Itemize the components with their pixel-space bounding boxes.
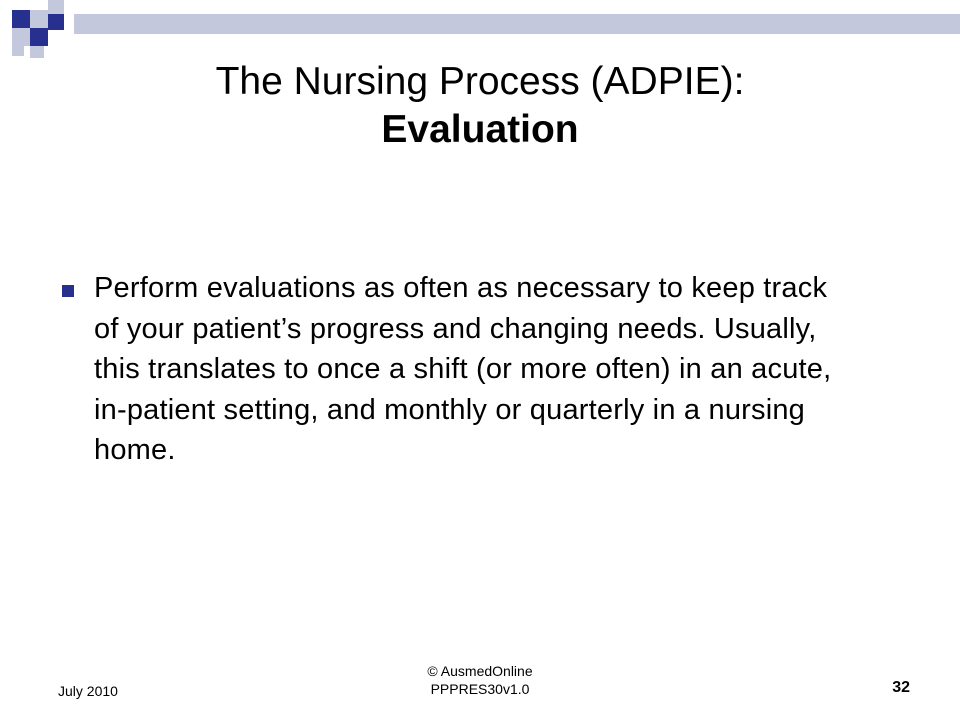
top-decorative-bar — [74, 14, 960, 34]
footer-copyright: © AusmedOnline — [427, 663, 533, 679]
title-line-2: Evaluation — [381, 108, 579, 151]
deco-square-dark-2 — [30, 28, 48, 46]
deco-square-light-2 — [12, 28, 30, 46]
bullet-list — [58, 268, 848, 471]
title-line-1: The Nursing Process (ADPIE): — [215, 60, 745, 103]
slide-title — [60, 58, 900, 154]
footer-code: PPPRES30v1.0 — [430, 681, 530, 697]
deco-square-light-4 — [30, 46, 44, 58]
deco-square-light-5 — [12, 46, 24, 56]
deco-square-dark-3 — [48, 14, 64, 30]
footer-copyright-block — [380, 662, 580, 698]
bullet-item — [58, 268, 848, 471]
deco-square-light-1 — [30, 10, 48, 28]
footer-date: July 2010 — [58, 683, 118, 699]
bullet-text: Perform evaluations as often as necessary to keep track of your patient’s progress and changing needs. Usually, this translates to once a shift (or more often) in an acute, in-patient setting, and monthly or quarterly in a nursing home. — [94, 272, 832, 466]
deco-square-dark-1 — [12, 10, 30, 28]
deco-square-light-3 — [48, 0, 64, 14]
square-bullet-icon — [62, 285, 74, 297]
page-number: 32 — [892, 679, 910, 696]
